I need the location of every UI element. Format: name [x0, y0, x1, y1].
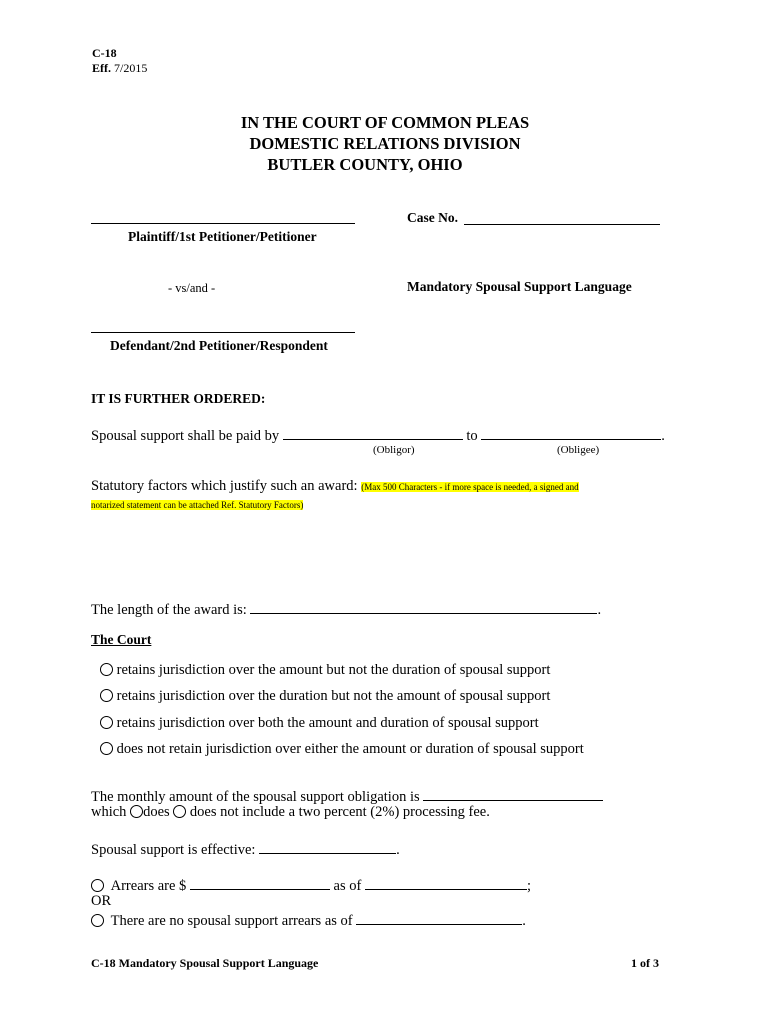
form-code: C-18: [92, 46, 117, 60]
page-number: 1 of 3: [631, 956, 659, 970]
support-paid-prefix: Spousal support shall be paid by: [91, 428, 280, 444]
length-text: The length of the award is:: [91, 602, 247, 618]
radio-button-icon[interactable]: [100, 716, 113, 729]
case-no-field[interactable]: [464, 224, 660, 225]
defendant-name-field[interactable]: [91, 332, 355, 333]
or-label: OR: [91, 893, 112, 909]
effective-text: Spousal support is effective:: [91, 842, 256, 858]
does-not-label: does not include a two percent (2%) processing fee.: [189, 804, 490, 820]
court-option-1-label: retains jurisdiction over the amount but not the duration of spousal support: [116, 662, 551, 678]
to-word: to: [466, 428, 478, 444]
effective-date-field[interactable]: [259, 840, 396, 854]
effective-period: .: [396, 842, 400, 858]
plaintiff-name-field[interactable]: [91, 223, 355, 224]
plaintiff-label: Plaintiff/1st Petitioner/Petitioner: [128, 229, 317, 244]
obligee-label: (Obligee): [557, 444, 600, 456]
court-division: DOMESTIC RELATIONS DIVISION: [249, 134, 521, 153]
statutory-factors-field[interactable]: [91, 512, 681, 587]
arrears-semicolon: ;: [526, 878, 531, 894]
obligee-field[interactable]: [481, 426, 661, 440]
radio-button-icon[interactable]: [130, 805, 143, 818]
court-section-heading: [91, 632, 151, 648]
radio-button-icon[interactable]: [100, 742, 113, 755]
no-arrears-period: .: [522, 913, 526, 929]
statutory-text: Statutory factors which justify such an award:: [91, 478, 358, 494]
arrears-as-of: as of: [333, 878, 362, 894]
statutory-note-line2: notarized statement can be attached Ref. Statutory Factors): [91, 500, 304, 510]
monthly-text: The monthly amount of the spousal support obligation is: [91, 789, 420, 805]
footer-title: C-18 Mandatory Spousal Support Language: [91, 956, 319, 970]
court-option-2-label: retains jurisdiction over the duration but not the amount of spousal support: [116, 688, 551, 704]
length-line: [91, 600, 601, 619]
arrears-amount-field[interactable]: [190, 876, 330, 890]
does-label: does: [143, 804, 170, 820]
arrears-label: Arrears are $: [110, 878, 187, 894]
support-paid-period: .: [661, 428, 665, 444]
court-section-heading-text: The Court: [91, 632, 152, 647]
statutory-line: [91, 478, 579, 495]
form-title: Mandatory Spousal Support Language: [407, 279, 632, 294]
radio-button-icon[interactable]: [91, 914, 104, 927]
court-option-1[interactable]: [100, 662, 550, 679]
court-county: BUTLER COUNTY, OHIO: [267, 155, 463, 174]
defendant-label: Defendant/2nd Petitioner/Respondent: [110, 338, 328, 353]
vs-label: - vs/and -: [168, 281, 216, 295]
form-effective-date: [92, 61, 147, 76]
no-arrears-text: There are no spousal support arrears as of: [110, 913, 353, 929]
processing-fee-line: [91, 804, 490, 821]
no-arrears-date-field[interactable]: [356, 911, 522, 925]
court-option-4-label: does not retain jurisdiction over either the amount or duration of spousal support: [116, 741, 584, 757]
support-paid-line: [91, 426, 665, 445]
court-option-4[interactable]: [100, 741, 584, 758]
radio-button-icon[interactable]: [100, 663, 113, 676]
which-word: which: [91, 804, 127, 820]
radio-button-icon[interactable]: [91, 879, 104, 892]
court-option-2[interactable]: [100, 688, 550, 705]
eff-date: 7/2015: [114, 61, 148, 75]
monthly-amount-field[interactable]: [423, 787, 603, 801]
effective-line: [91, 840, 400, 859]
statutory-note-line1: (Max 500 Characters - if more space is needed, a signed and: [361, 482, 579, 492]
court-option-3-label: retains jurisdiction over both the amount and duration of spousal support: [116, 715, 539, 731]
eff-label: Eff.: [92, 61, 111, 75]
court-option-3[interactable]: [100, 715, 539, 732]
case-no-label: Case No.: [407, 210, 458, 225]
obligor-label: (Obligor): [373, 444, 415, 456]
no-arrears-line: [91, 911, 526, 930]
obligor-field[interactable]: [283, 426, 463, 440]
length-period: .: [597, 602, 602, 618]
radio-button-icon[interactable]: [173, 805, 186, 818]
statutory-note-wrap: [91, 495, 303, 513]
length-field[interactable]: [250, 600, 597, 614]
court-name: IN THE COURT OF COMMON PLEAS: [240, 113, 530, 132]
arrears-line: [91, 876, 531, 895]
form-id: [92, 46, 147, 76]
ordered-heading: IT IS FURTHER ORDERED:: [91, 391, 266, 406]
radio-button-icon[interactable]: [100, 689, 113, 702]
arrears-date-field[interactable]: [365, 876, 527, 890]
